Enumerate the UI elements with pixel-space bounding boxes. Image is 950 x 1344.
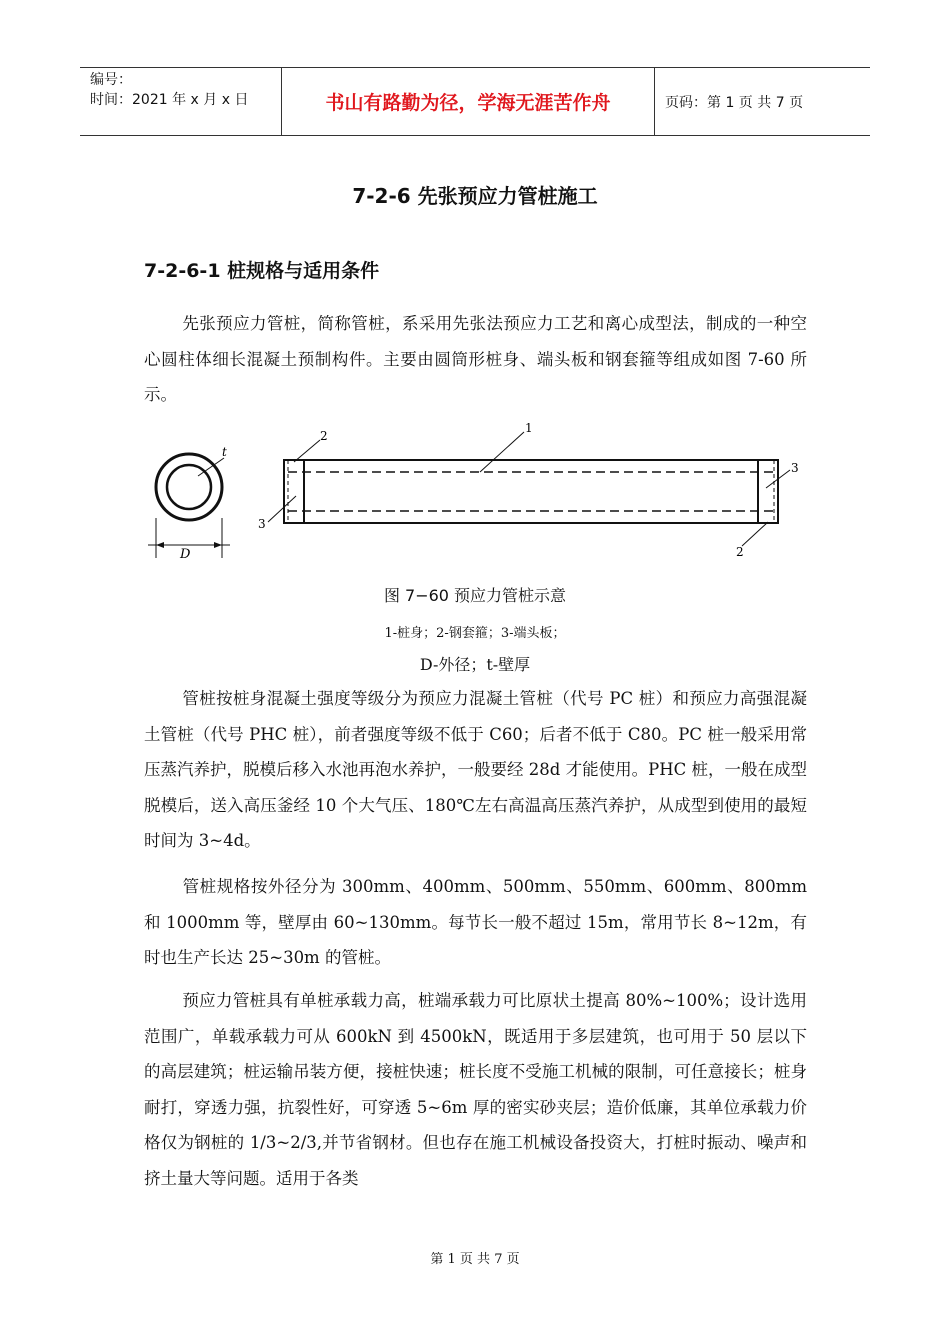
label-2-top: 2 [320,429,328,443]
label-t: t [222,445,227,459]
paragraph-3: 管桩规格按外径分为 300mm、400mm、500mm、550mm、600mm、800mm 和 1000mm 等，壁厚由 60~130mm。每节长一般不超过 15m，常用节长 8~12m，有时也生产长达 25~30m 的管桩。 [144,877,807,967]
label-3-right: 3 [791,461,799,475]
figure-caption: 图 7−60 预应力管桩示意 [383,586,567,605]
header-left-cell [80,68,282,135]
motto: 书山有路勤为径，学海无涯苦作舟 [282,68,655,135]
header-table [80,67,870,136]
figure-legend-2: D-外径；t-壁厚 [419,655,531,674]
label-2-bottom: 2 [736,545,744,559]
section-title: 7-2-6-1 桩规格与适用条件 [144,260,380,282]
number-label: 编号： [90,72,132,88]
document-title: 7-2-6 先张预应力管桩施工 [352,184,598,208]
label-D: D [180,547,191,562]
time-label: 时间：2021 年 x 月 x 日 [90,92,249,108]
page-footer: 第 1 页 共 7 页 [430,1252,520,1267]
paragraph-1: 先张预应力管桩，简称管桩，系采用先张法预应力工艺和离心成型法，制成的一种空心圆柱体细长混凝土预制构件。主要由圆筒形桩身、端头板和钢套箍等组成如图 7-60 所示。 [144,314,807,404]
figure-legend-1: 1-桩身；2-钢套箍；3-端头板； [384,626,566,641]
pile-body [284,460,778,523]
page-info: 页码：第 1 页 共 7 页 [665,94,804,111]
paragraph-2: 管桩按桩身混凝土强度等级分为预应力混凝土管桩（代号 PC 桩）和预应力高强混凝土管桩（代号 PHC 桩），前者强度等级不低于 C60；后者不低于 C80。PC 桩一般采用常压蒸汽养护，脱模后移入水池再泡水养护，一般要经 28d 才能使用。PHC 桩，一般在成型脱模后，送入高压釜经 10 个大气压、180℃左右高温高压蒸汽养护，从成型到使用的最短时间为 3~4d。 [144,689,807,850]
pile-diagram [140,418,820,568]
label-1: 1 [525,421,533,435]
paragraph-4: 预应力管桩具有单桩承载力高，桩端承载力可比原状土提高 80%~100%；设计选用范围广，单载承载力可从 600kN 到 4500kN，既适用于多层建筑，也可用于 50 层以下的高层建筑；桩运输吊装方便，接桩快速；桩长度不受施工机械的限制，可任意接长；桩身耐打，穿透力强，抗裂性好，可穿透 5~6m 厚的密实砂夹层；造价低廉，其单位承载力价格仅为钢桩的 1/3~2/3,并节省钢材。但也存在施工机械设备投资大，打桩时振动、噪声和挤土量大等问题。适用于各类 [144,991,807,1188]
label-3-left: 3 [258,517,266,531]
